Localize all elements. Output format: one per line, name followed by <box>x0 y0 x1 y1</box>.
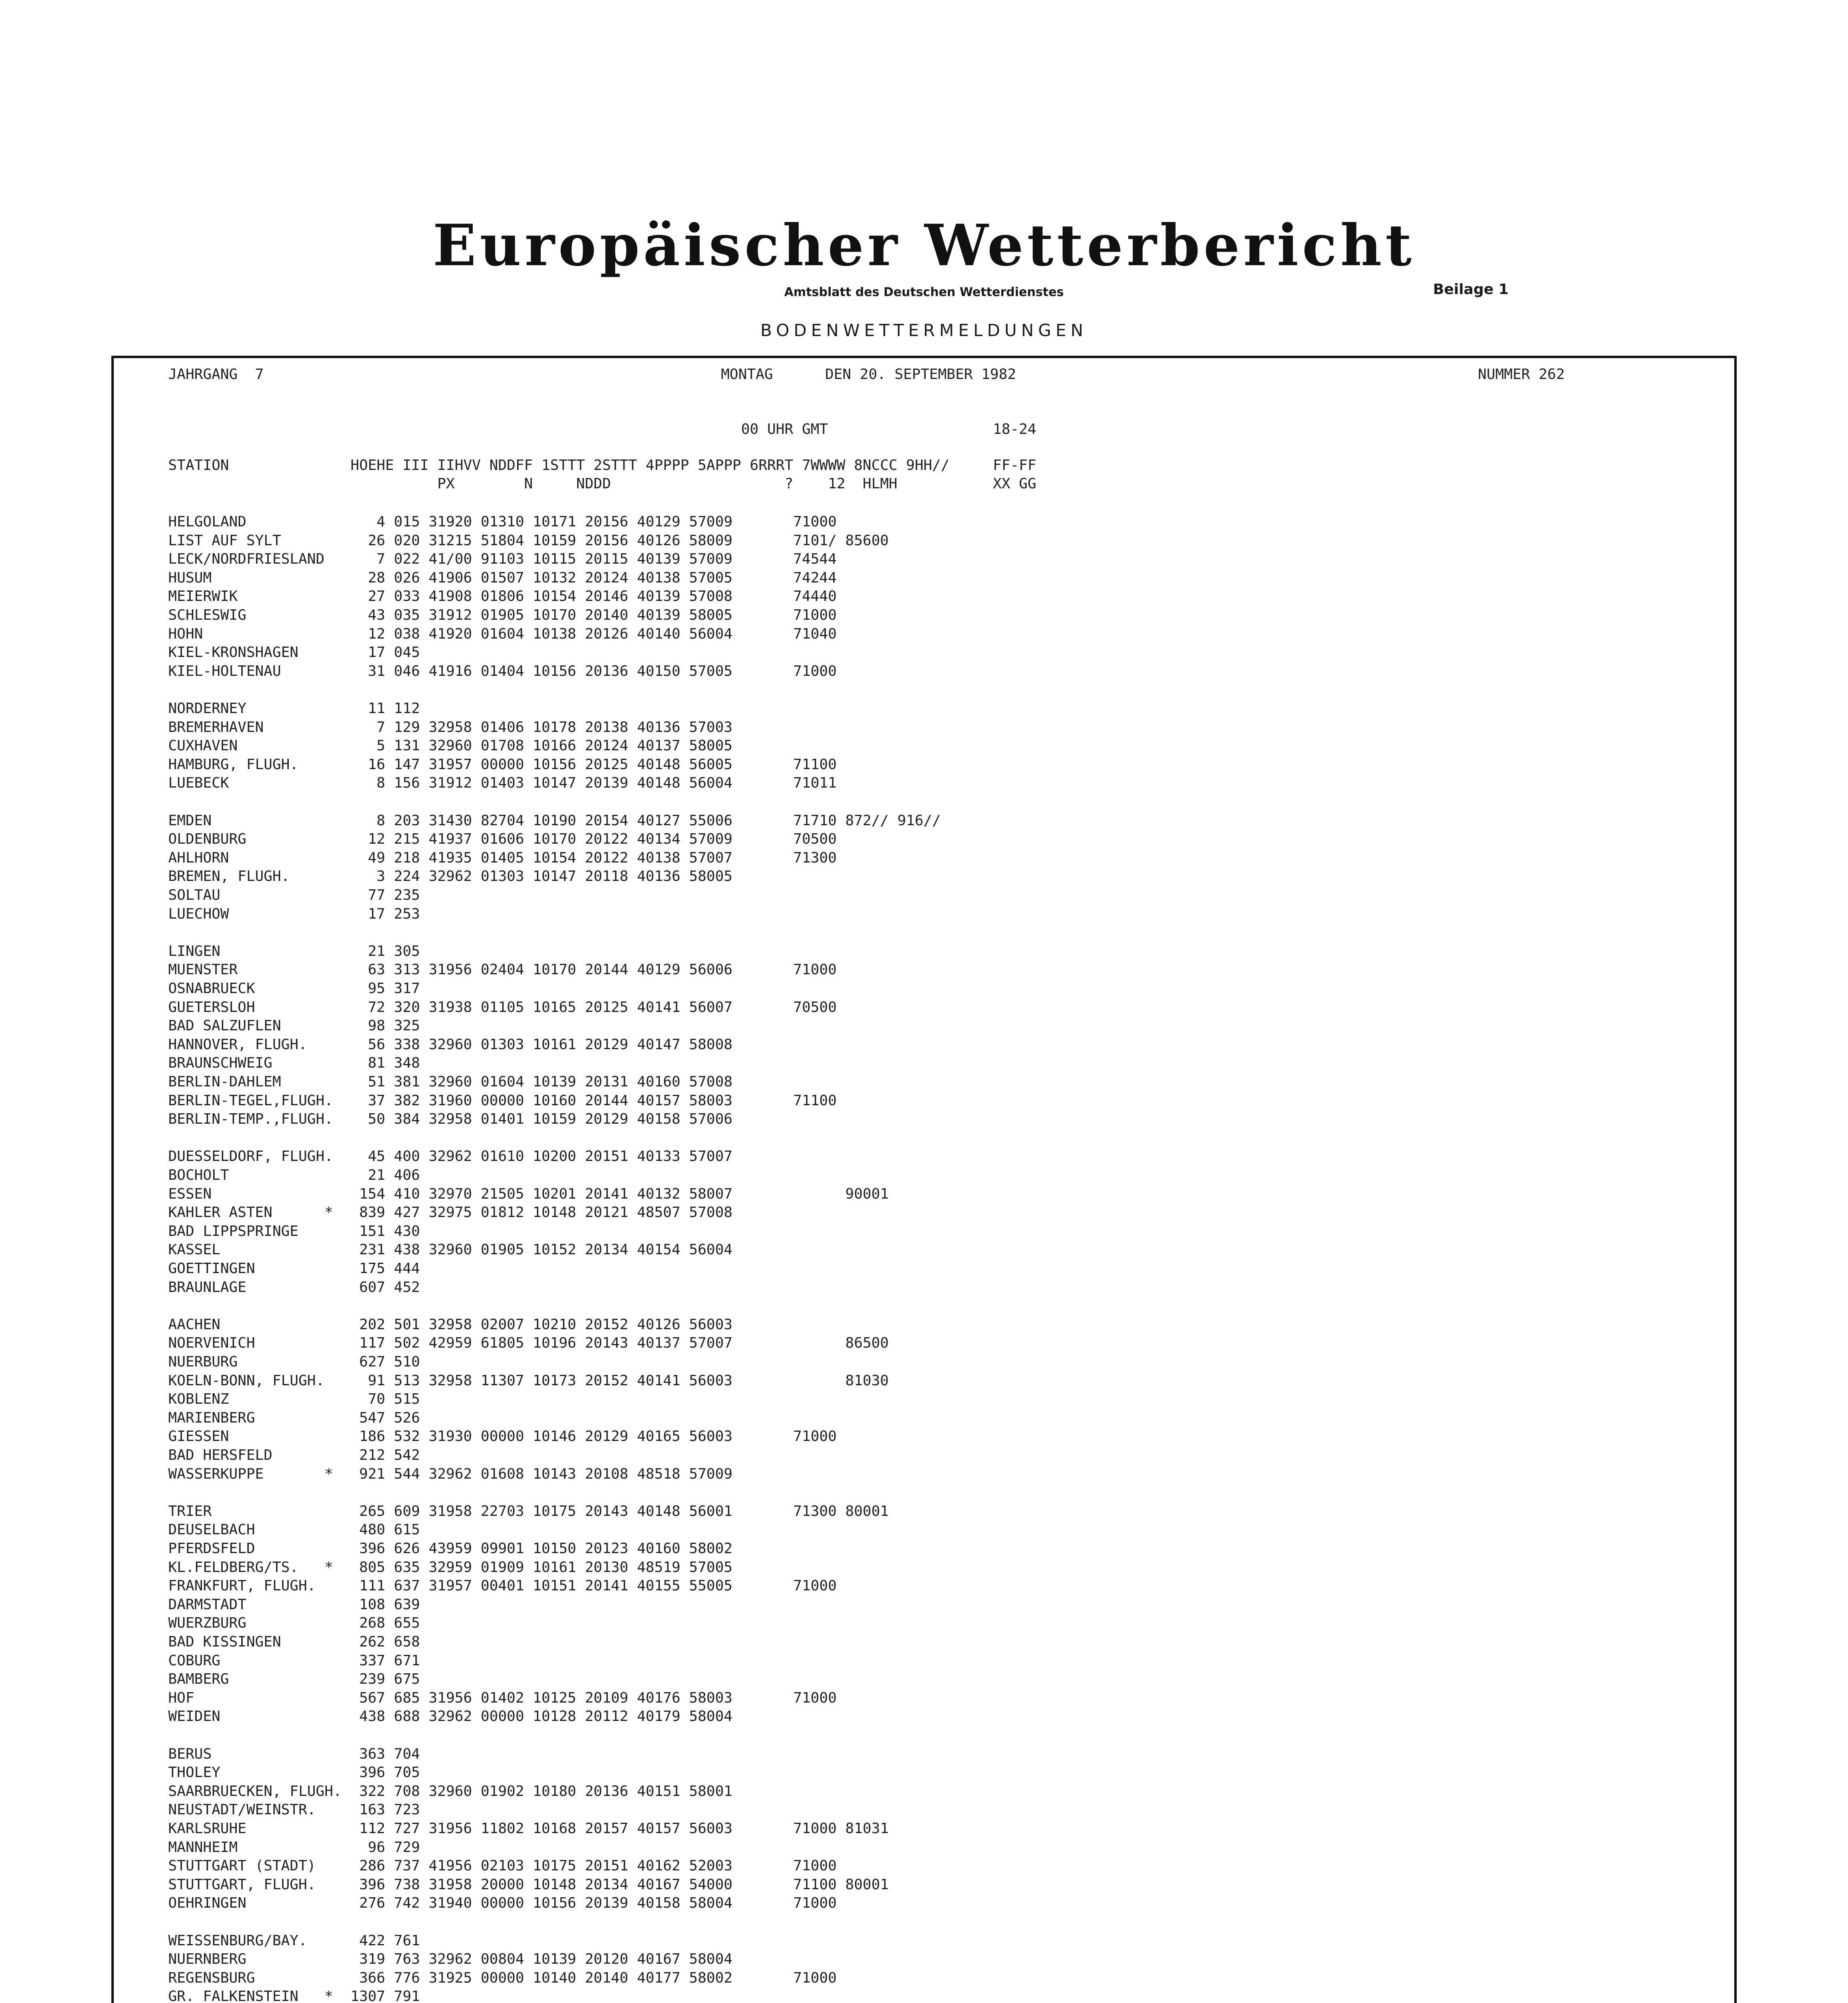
table-row: OEHRINGEN 276 742 31940 00000 10156 20139 40158 58004 71000 <box>168 1895 837 1912</box>
table-row: WEIDEN 438 688 32962 00000 10128 20112 40179 58004 <box>168 1708 733 1725</box>
table-row: KOELN-BONN, FLUGH. 91 513 32958 11307 10173 20152 40141 56003 81030 <box>168 1372 889 1389</box>
page-title: Europäischer Wetterbericht <box>433 212 1415 279</box>
table-row: KARLSRUHE 112 727 31956 11802 10168 20157 40157 56003 71000 81031 <box>168 1820 889 1837</box>
table-row: BERLIN-DAHLEM 51 381 32960 01604 10139 20131 40160 57008 <box>168 1074 733 1090</box>
table-header-time: 00 UHR GMT 18-24 <box>168 421 1037 437</box>
table-row: HOHN 12 038 41920 01604 10138 20126 40140 56004 71040 <box>168 625 837 642</box>
issue-number: NUMMER 262 <box>1478 366 1565 383</box>
table-row: BAD LIPPSPRINGE 151 430 <box>168 1223 420 1239</box>
table-row: BAD SALZUFLEN 98 325 <box>168 1018 420 1034</box>
table-row: AHLHORN 49 218 41935 01405 10154 20122 40138 57007 71300 <box>168 849 837 866</box>
table-row: WUERZBURG 268 655 <box>168 1615 420 1632</box>
table-row: NORDERNEY 11 112 <box>168 700 420 717</box>
table-row: GR. FALKENSTEIN * 1307 791 <box>168 1988 420 2003</box>
table-row: EMDEN 8 203 31430 82704 10190 20154 40127 55006 71710 872// 916// <box>168 812 941 829</box>
table-row: LECK/NORDFRIESLAND 7 022 41/00 91103 10115 20115 40139 57009 74544 <box>168 551 837 568</box>
table-row: HUSUM 28 026 41906 01507 10132 20124 40138 57005 74244 <box>168 569 837 586</box>
table-row: NUERNBERG 319 763 32962 00804 10139 20120 40167 58004 <box>168 1951 733 1968</box>
table-row: BERUS 363 704 <box>168 1745 420 1762</box>
table-row: KIEL-HOLTENAU 31 046 41916 01404 10156 20136 40150 57005 71000 <box>168 663 837 679</box>
table-row: SCHLESWIG 43 035 31912 01905 10170 20140 40139 58005 71000 <box>168 607 837 623</box>
table-row: KOBLENZ 70 515 <box>168 1391 420 1408</box>
table-row: BRAUNLAGE 607 452 <box>168 1279 420 1296</box>
table-row: BOCHOLT 21 406 <box>168 1167 420 1183</box>
table-row: BAD KISSINGEN 262 658 <box>168 1634 420 1650</box>
table-row: THOLEY 396 705 <box>168 1764 420 1781</box>
table-row: BAMBERG 239 675 <box>168 1671 420 1688</box>
table-row: DUESSELDORF, FLUGH. 45 400 32962 01610 10200 20151 40133 57007 <box>168 1148 733 1165</box>
table-row: LUEBECK 8 156 31912 01403 10147 20139 40148 56004 71011 <box>168 775 837 792</box>
table-row: KIEL-KRONSHAGEN 17 045 <box>168 644 420 661</box>
table-row: NUERBURG 627 510 <box>168 1354 420 1370</box>
section-title: BODENWETTERMELDUNGEN <box>760 320 1088 340</box>
table-row: GIESSEN 186 532 31930 00000 10146 20129 40165 56003 71000 <box>168 1428 837 1445</box>
table-row: SOLTAU 77 235 <box>168 887 420 903</box>
table-row: OSNABRUECK 95 317 <box>168 980 420 997</box>
table-row: BRAUNSCHWEIG 81 348 <box>168 1055 420 1072</box>
table-row: SAARBRUECKEN, FLUGH. 322 708 32960 01902 10180 20136 40151 58001 <box>168 1783 733 1799</box>
table-row: FRANKFURT, FLUGH. 111 637 31957 00401 10151 20141 40155 55005 71000 <box>168 1578 837 1594</box>
table-row: OLDENBURG 12 215 41937 01606 10170 20122 40134 57009 70500 <box>168 831 837 848</box>
table-row: HAMBURG, FLUGH. 16 147 31957 00000 10156 20125 40148 56005 71100 <box>168 756 837 773</box>
supplement-label: Beilage 1 <box>1433 281 1509 298</box>
table-row: STUTTGART, FLUGH. 396 738 31958 20000 10148 20134 40167 54000 71100 80001 <box>168 1876 889 1893</box>
table-row: NEUSTADT/WEINSTR. 163 723 <box>168 1801 420 1818</box>
table-row: LIST AUF SYLT 26 020 31215 51804 10159 20156 40126 58009 7101/ 85600 <box>168 532 889 549</box>
table-row: HOF 567 685 31956 01402 10125 20109 40176 58003 71000 <box>168 1689 837 1706</box>
table-row: MEIERWIK 27 033 41908 01806 10154 20146 40139 57008 74440 <box>168 588 837 605</box>
table-row: LUECHOW 17 253 <box>168 905 420 922</box>
table-row: PFERDSFELD 396 626 43959 09901 10150 20123 40160 58002 <box>168 1540 733 1557</box>
table-row: BERLIN-TEGEL,FLUGH. 37 382 31960 00000 10160 20144 40157 58003 71100 <box>168 1092 837 1109</box>
table-row: BREMERHAVEN 7 129 32958 01406 10178 20138 40136 57003 <box>168 719 733 736</box>
table-row: STUTTGART (STADT) 286 737 41956 02103 10175 20151 40162 52003 71000 <box>168 1858 837 1874</box>
table-row: HELGOLAND 4 015 31920 01310 10171 20156 40129 57009 71000 <box>168 514 837 530</box>
table-row: GOETTINGEN 175 444 <box>168 1260 420 1277</box>
table-row: BREMEN, FLUGH. 3 224 32962 01303 10147 20118 40136 58005 <box>168 868 733 885</box>
table-row: BAD HERSFELD 212 542 <box>168 1447 420 1463</box>
table-row: GUETERSLOH 72 320 31938 01105 10165 20125 40141 56007 70500 <box>168 999 837 1016</box>
page-subtitle: Amtsblatt des Deutschen Wetterdienstes <box>784 285 1064 299</box>
table-row: LINGEN 21 305 <box>168 943 420 959</box>
table-row: COBURG 337 671 <box>168 1652 420 1669</box>
volume-label: JAHRGANG 7 <box>168 366 264 383</box>
table-row: WEISSENBURG/BAY. 422 761 <box>168 1932 420 1949</box>
table-row: ESSEN 154 410 32970 21505 10201 20141 40132 58007 90001 <box>168 1185 889 1202</box>
table-row: BERLIN-TEMP.,FLUGH. 50 384 32958 01401 10159 20129 40158 57006 <box>168 1111 733 1128</box>
table-row: KL.FELDBERG/TS. * 805 635 32959 01909 10161 20130 48519 57005 <box>168 1559 733 1576</box>
table-row: WASSERKUPPE * 921 544 32962 01608 10143 20108 48518 57009 <box>168 1465 733 1482</box>
table-row: KAHLER ASTEN * 839 427 32975 01812 10148 20121 48507 57008 <box>168 1204 733 1221</box>
report-date: MONTAG DEN 20. SEPTEMBER 1982 <box>721 366 1016 383</box>
table-row: NOERVENICH 117 502 42959 61805 10196 20143 40137 57007 86500 <box>168 1335 889 1352</box>
table-header-subcolumns: PX N NDDD ? 12 HLMH XX GG <box>168 476 1037 492</box>
table-row: DEUSELBACH 480 615 <box>168 1521 420 1538</box>
table-header-columns: STATION HOEHE III IIHVV NDDFF 1STTT 2STTT 4PPPP 5APPP 6RRRT 7WWWW 8NCCC 9HH// FF-FF <box>168 457 1037 474</box>
table-row: HANNOVER, FLUGH. 56 338 32960 01303 10161 20129 40147 58008 <box>168 1036 733 1053</box>
table-row: MARIENBERG 547 526 <box>168 1409 420 1426</box>
table-row: DARMSTADT 108 639 <box>168 1596 420 1613</box>
table-row: AACHEN 202 501 32958 02007 10210 20152 40126 56003 <box>168 1316 733 1333</box>
table-row: TRIER 265 609 31958 22703 10175 20143 40148 56001 71300 80001 <box>168 1503 889 1519</box>
table-row: REGENSBURG 366 776 31925 00000 10140 20140 40177 58002 71000 <box>168 1969 837 1986</box>
table-row: MUENSTER 63 313 31956 02404 10170 20144 40129 56006 71000 <box>168 961 837 978</box>
table-row: CUXHAVEN 5 131 32960 01708 10166 20124 40137 58005 <box>168 738 733 754</box>
table-row: KASSEL 231 438 32960 01905 10152 20134 40154 56004 <box>168 1241 733 1258</box>
table-row: MANNHEIM 96 729 <box>168 1839 420 1856</box>
